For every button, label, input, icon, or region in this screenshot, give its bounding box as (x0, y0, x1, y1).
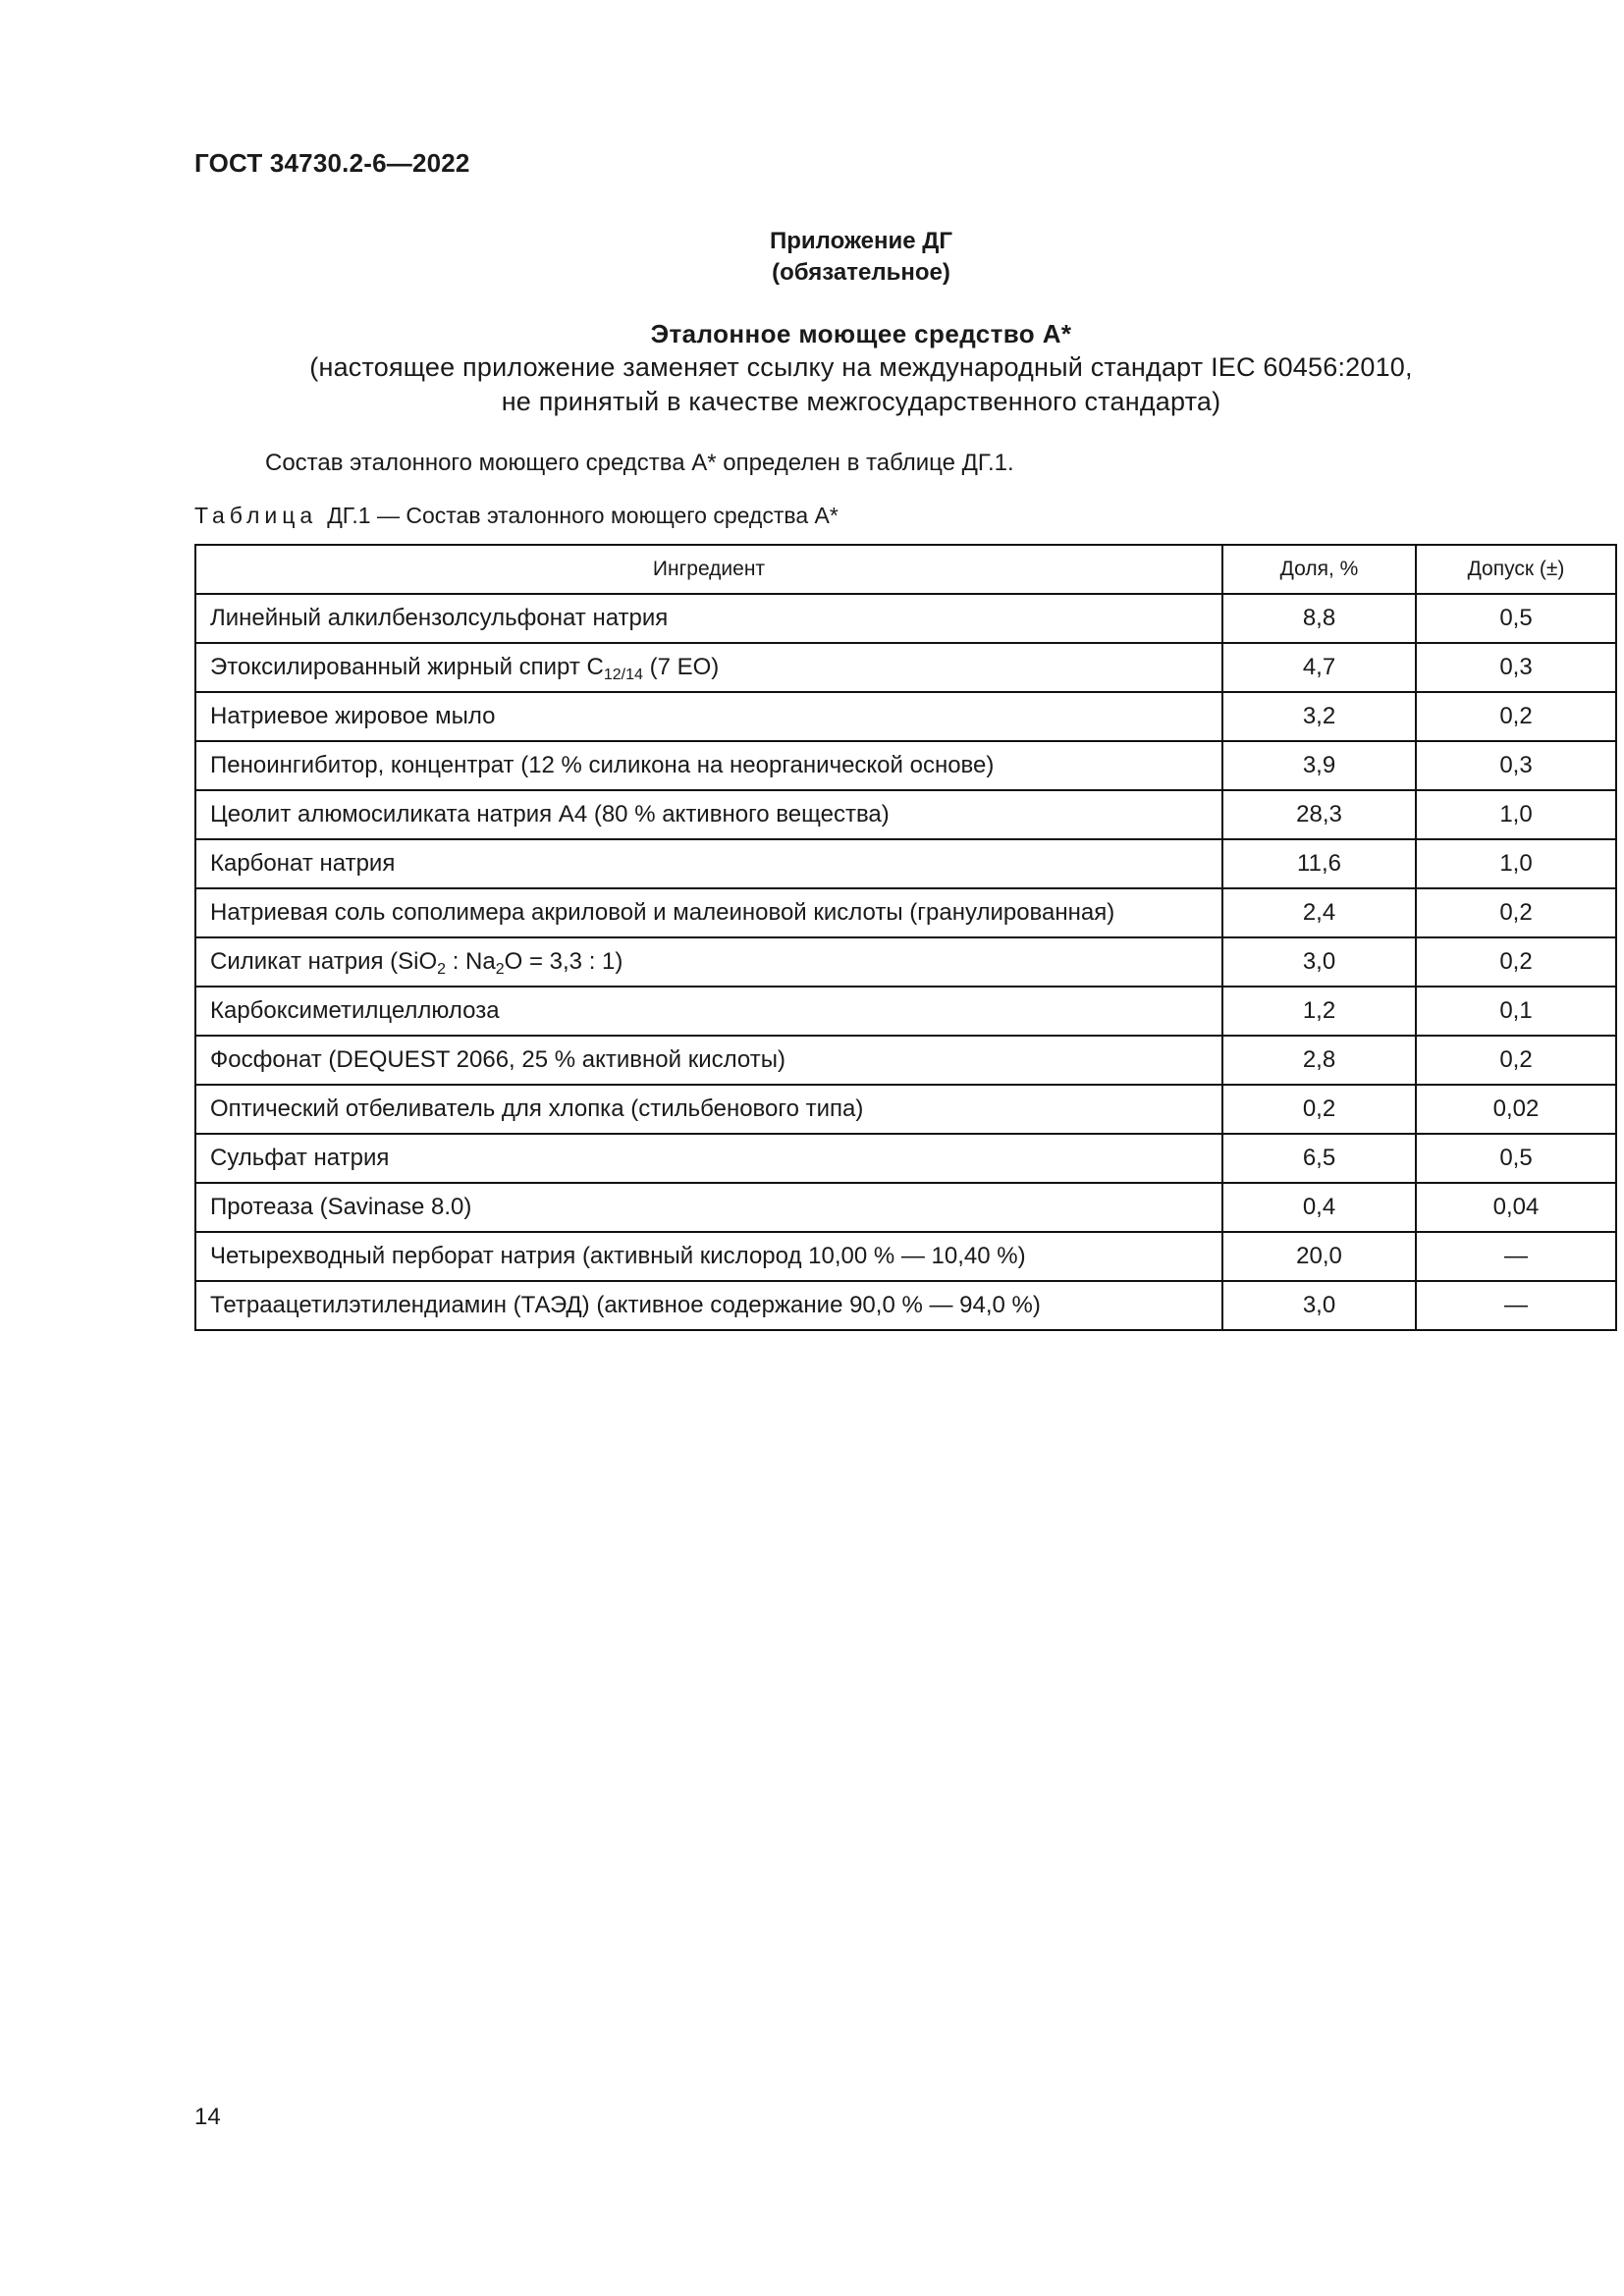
table-caption-text: ДГ.1 — Состав эталонного моющего средства А* (327, 503, 839, 528)
table-row (195, 643, 1616, 692)
ingredient-name: Линейный алкилбензолсульфонат натрия (195, 594, 1222, 643)
composition-table (194, 544, 1617, 1331)
ingredient-share: 11,6 (1222, 839, 1416, 888)
ingredient-share: 6,5 (1222, 1134, 1416, 1183)
ingredient-share: 28,3 (1222, 790, 1416, 839)
appendix-subtitle-line1: (настоящее приложение заменяет ссылку на международный стандарт IEC 60456:2010, (309, 352, 1413, 382)
ingredient-name-part: Силикат натрия (SiO (210, 948, 438, 975)
ingredient-share: 3,0 (1222, 1281, 1416, 1330)
header-ingredient: Ингредиент (195, 545, 1222, 594)
ingredient-name-part: (7 ЕО) (642, 654, 720, 680)
ingredient-name: Фосфонат (DEQUEST 2066, 25 % активной кислоты) (195, 1036, 1222, 1085)
table-row (195, 1232, 1616, 1281)
ingredient-share: 2,8 (1222, 1036, 1416, 1085)
appendix-main-title: Эталонное моющее средство А* (650, 319, 1072, 348)
ingredient-subscript: 2 (495, 961, 505, 978)
ingredient-name: Карбонат натрия (195, 839, 1222, 888)
intro-paragraph: Состав эталонного моющего средства А* определен в таблице ДГ.1. (265, 450, 1014, 476)
ingredient-share: 2,4 (1222, 888, 1416, 937)
header-tolerance: Допуск (±) (1416, 545, 1616, 594)
ingredient-tolerance: 0,2 (1416, 692, 1616, 741)
table-caption-word: Таблица (194, 503, 318, 528)
ingredient-share: 3,2 (1222, 692, 1416, 741)
ingredient-tolerance: 0,5 (1416, 1134, 1616, 1183)
table-row (195, 594, 1616, 643)
ingredient-tolerance: 0,2 (1416, 888, 1616, 937)
header-share: Доля, % (1222, 545, 1416, 594)
page-number: 14 (194, 2104, 221, 2130)
ingredient-tolerance: 0,2 (1416, 937, 1616, 987)
ingredient-name: Тетраацетилэтилендиамин (ТАЭД) (активное содержание 90,0 % — 94,0 %) (195, 1281, 1222, 1330)
ingredient-name: Сульфат натрия (195, 1134, 1222, 1183)
appendix-subtitle-line2: не принятый в качестве межгосударственного стандарта) (501, 387, 1221, 416)
table-row (195, 741, 1616, 790)
ingredient-tolerance: — (1416, 1232, 1616, 1281)
ingredient-tolerance: 0,02 (1416, 1085, 1616, 1134)
table-row (195, 937, 1616, 987)
table-row (195, 839, 1616, 888)
ingredient-name: Карбоксиметилцеллюлоза (195, 987, 1222, 1036)
appendix-type: (обязательное) (772, 259, 950, 286)
table-row (195, 987, 1616, 1036)
appendix-title: Приложение ДГ (770, 228, 952, 254)
ingredient-name: Оптический отбеливатель для хлопка (стильбенового типа) (195, 1085, 1222, 1134)
table-row (195, 692, 1616, 741)
ingredient-name: Протеаза (Savinase 8.0) (195, 1183, 1222, 1232)
table-row (195, 1036, 1616, 1085)
table-row (195, 1085, 1616, 1134)
ingredient-tolerance: 0,2 (1416, 1036, 1616, 1085)
ingredient-name: Цеолит алюмосиликата натрия А4 (80 % активного вещества) (195, 790, 1222, 839)
ingredient-name-part: : Na (446, 948, 496, 975)
table-row (195, 1183, 1616, 1232)
ingredient-name: Пеноингибитор, концентрат (12 % силикона на неорганической основе) (195, 741, 1222, 790)
ingredient-tolerance: 0,1 (1416, 987, 1616, 1036)
table-header-row (195, 545, 1616, 594)
table-row (195, 1281, 1616, 1330)
ingredient-name: Натриевое жировое мыло (195, 692, 1222, 741)
ingredient-share: 1,2 (1222, 987, 1416, 1036)
ingredient-subscript: 2 (437, 961, 447, 978)
ingredient-name: Четырехводный перборат натрия (активный кислород 10,00 % — 10,40 %) (195, 1232, 1222, 1281)
ingredient-share: 8,8 (1222, 594, 1416, 643)
ingredient-name (195, 937, 1222, 987)
ingredient-tolerance: 0,04 (1416, 1183, 1616, 1232)
ingredient-name-part: Этоксилированный жирный спирт С (210, 654, 604, 680)
ingredient-tolerance: 1,0 (1416, 839, 1616, 888)
table-row (195, 1134, 1616, 1183)
ingredient-tolerance: 0,3 (1416, 643, 1616, 692)
ingredient-name (195, 643, 1222, 692)
ingredient-name: Натриевая соль сополимера акриловой и малеиновой кислоты (гранулированная) (195, 888, 1222, 937)
ingredient-share: 20,0 (1222, 1232, 1416, 1281)
ingredient-share: 0,4 (1222, 1183, 1416, 1232)
ingredient-tolerance: — (1416, 1281, 1616, 1330)
ingredient-share: 3,0 (1222, 937, 1416, 987)
ingredient-share: 0,2 (1222, 1085, 1416, 1134)
ingredient-tolerance: 0,3 (1416, 741, 1616, 790)
table-row (195, 888, 1616, 937)
ingredient-share: 4,7 (1222, 643, 1416, 692)
table-row (195, 790, 1616, 839)
ingredient-tolerance: 1,0 (1416, 790, 1616, 839)
table-caption (194, 503, 839, 529)
ingredient-name-part: O = 3,3 : 1) (504, 948, 623, 975)
ingredient-tolerance: 0,5 (1416, 594, 1616, 643)
document-code: ГОСТ 34730.2-6—2022 (194, 148, 470, 178)
ingredient-subscript: 12/14 (603, 667, 643, 683)
ingredient-share: 3,9 (1222, 741, 1416, 790)
